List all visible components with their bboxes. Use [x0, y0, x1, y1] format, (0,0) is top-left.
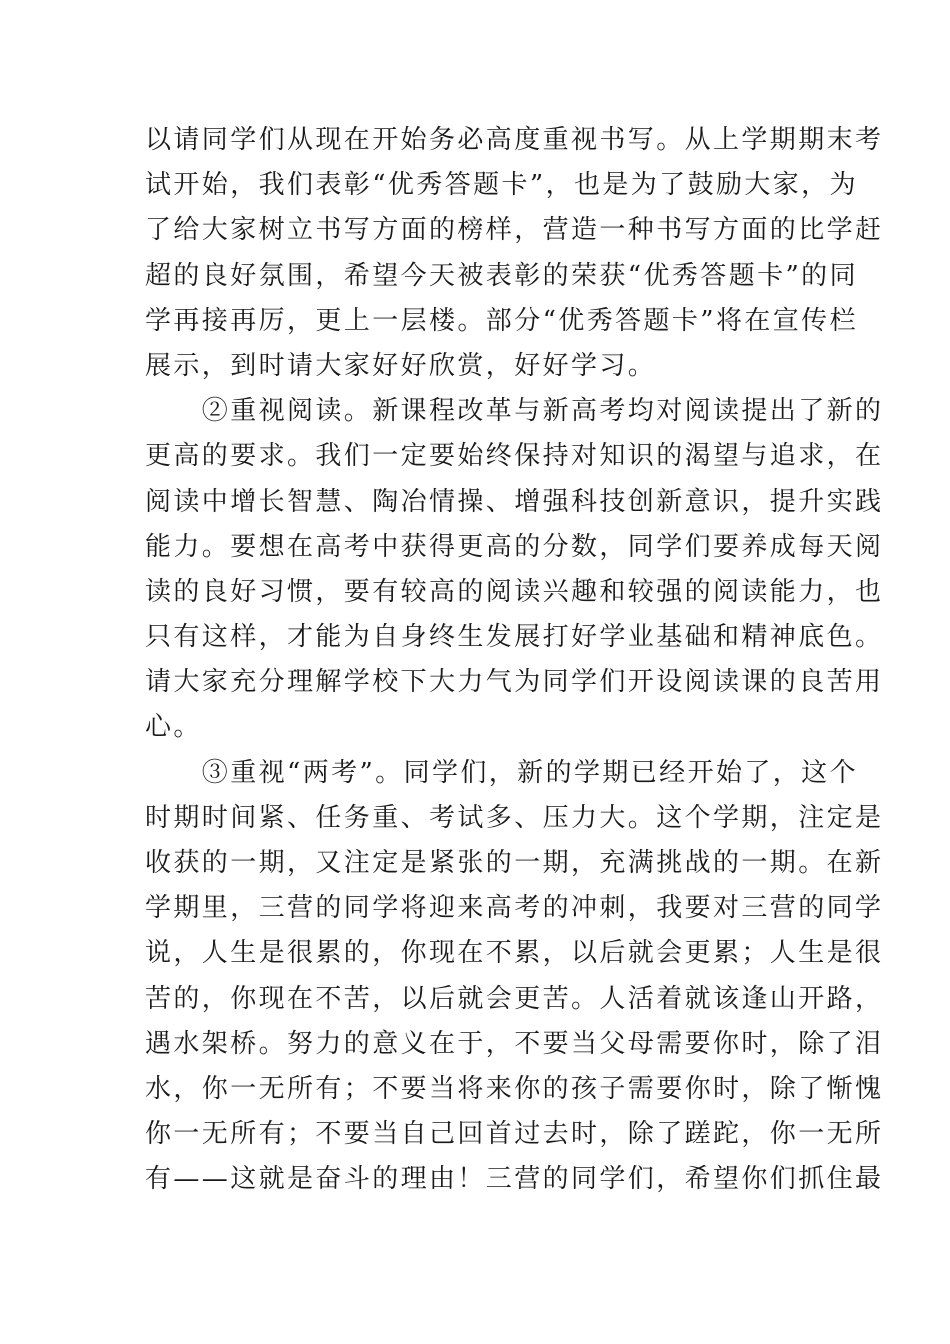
text-line: 苦的，你现在不苦，以后就会更苦。人活着就该逢山开路，: [145, 983, 884, 1014]
text-line: 说，人生是很累的，你现在不累，以后就会更累；人生是很: [145, 938, 884, 969]
text-line: 你一无所有；不要当自己回首过去时，除了蹉跎，你一无所: [145, 1119, 884, 1150]
text-line: ②重视阅读。新课程改革与新高考均对阅读提出了新的: [145, 396, 884, 427]
text-line: 能力。要想在高考中获得更高的分数，同学们要养成每天阅: [145, 531, 884, 562]
text-line: 学期里，三营的同学将迎来高考的冲刺，我要对三营的同学: [145, 893, 884, 924]
text-line: 只有这样，才能为自身终生发展打好学业基础和精神底色。: [145, 622, 884, 653]
text-line: 水，你一无所有；不要当将来你的孩子需要你时，除了惭愧: [145, 1073, 884, 1104]
text-line: 学再接再厉，更上一层楼。部分“优秀答题卡”将在宣传栏: [145, 305, 858, 336]
text-line: 有——这就是奋斗的理由！三营的同学们，希望你们抓住最: [145, 1164, 884, 1195]
text-line: 时期时间紧、任务重、考试多、压力大。这个学期，注定是: [145, 802, 884, 833]
text-line: 展示，到时请大家好好欣赏，好好学习。: [145, 350, 657, 381]
body-text: [145, 118, 884, 1203]
text-line: 读的良好习惯，要有较高的阅读兴趣和较强的阅读能力，也: [145, 576, 884, 607]
text-line: 更高的要求。我们一定要始终保持对知识的渴望与追求，在: [145, 441, 884, 472]
text-line: 阅读中增长智慧、陶冶情操、增强科技创新意识，提升实践: [145, 486, 884, 517]
text-line: 请大家充分理解学校下大力气为同学们开设阅读课的良苦用: [145, 667, 884, 698]
text-line: 超的良好氛围，希望今天被表彰的荣获“优秀答题卡”的同: [145, 260, 858, 291]
text-line: 遇水架桥。努力的意义在于，不要当父母需要你时，除了泪: [145, 1028, 884, 1059]
text-line: 以请同学们从现在开始务必高度重视书写。从上学期期末考: [145, 125, 884, 155]
text-line: 了给大家树立书写方面的榜样，营造一种书写方面的比学赶: [145, 215, 884, 246]
text-line: 心。: [145, 712, 202, 743]
text-line: 收获的一期，又注定是紧张的一期，充满挑战的一期。在新: [145, 848, 884, 878]
text-line: 试开始，我们表彰“优秀答题卡”，也是为了鼓励大家，为: [145, 170, 858, 201]
text-line: ③重视“两考”。同学们，新的学期已经开始了，这个: [145, 757, 858, 788]
